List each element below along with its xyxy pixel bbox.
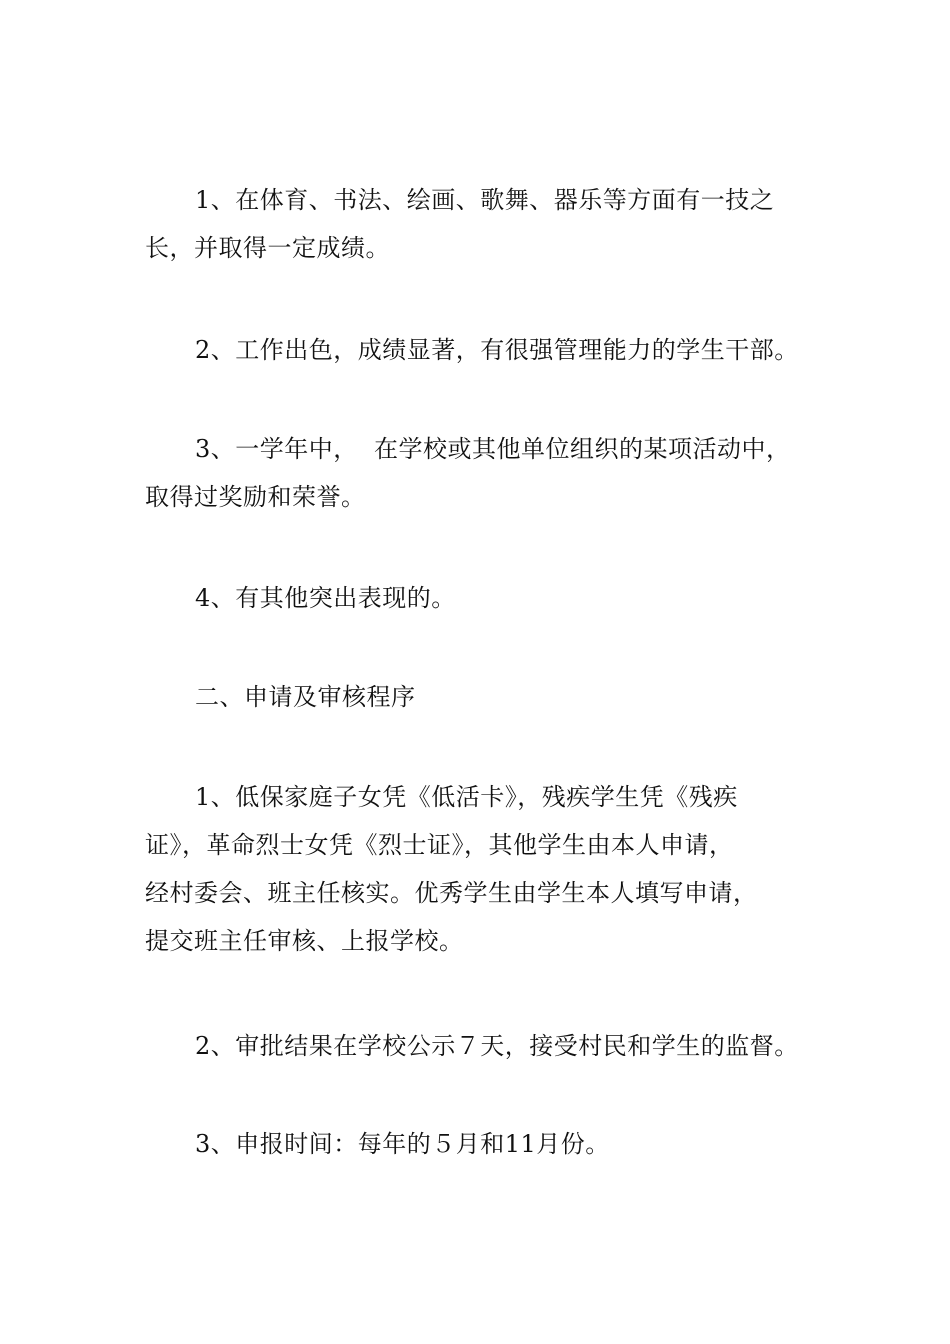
text-line: 长，并取得一定成绩。 (145, 234, 390, 262)
paragraph-criteria-4 (145, 574, 810, 622)
text-line: 3、申报时间：每年的５月和11月份。 (195, 1130, 610, 1158)
text-line: 取得过奖励和荣誉。 (145, 483, 366, 511)
section-heading-procedure (145, 673, 810, 721)
text-line: 3、一学年中， 在学校或其他单位组织的某项活动中， (195, 435, 791, 463)
paragraph-criteria-1 (145, 176, 810, 272)
text-line: 证》，革命烈士女凭《烈士证》，其他学生由本人申请， (145, 831, 734, 859)
text-line: 经村委会、班主任核实。优秀学生由学生本人填写申请， (145, 879, 758, 907)
text-line: 4、有其他突出表现的。 (195, 584, 456, 612)
paragraph-criteria-3 (145, 425, 810, 521)
text-line: 2、审批结果在学校公示７天，接受村民和学生的监督。 (195, 1032, 799, 1060)
paragraph-procedure-1 (145, 773, 810, 965)
text-line: 1、低保家庭子女凭《低活卡》，残疾学生凭《残疾 (195, 783, 738, 811)
text-line: 2、工作出色，成绩显著，有很强管理能力的学生干部。 (195, 336, 799, 364)
paragraph-procedure-3 (145, 1120, 810, 1168)
paragraph-criteria-2 (145, 326, 810, 374)
section-heading: 二、申请及审核程序 (195, 683, 416, 711)
text-line: 1、在体育、书法、绘画、歌舞、器乐等方面有一技之 (195, 186, 775, 214)
text-line: 提交班主任审核、上报学校。 (145, 927, 464, 955)
paragraph-procedure-2 (145, 1022, 810, 1070)
